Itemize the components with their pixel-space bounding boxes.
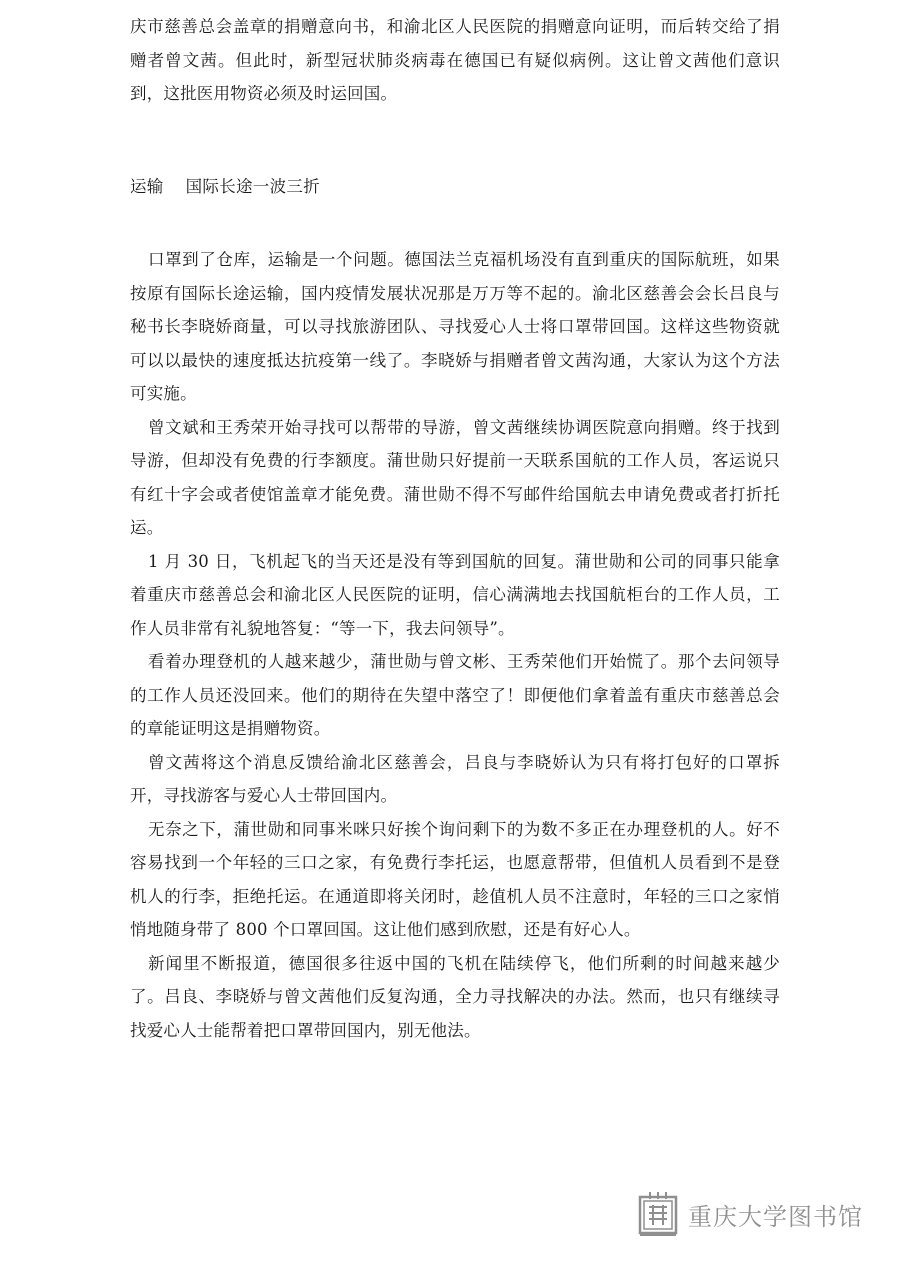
intro-text: 庆市慈善总会盖章的捐赠意向书，和渝北区人民医院的捐赠意向证明，而后转交给了捐赠者曾文茜。但此时，新型冠状肺炎病毒在德国已有疑似病例。这让曾文茜他们意识到，这批医用物资必须及时运回国。 [130,17,780,103]
body-paragraph-4: 看着办理登机的人越来越少，蒲世勋与曾文彬、王秀荣他们开始慌了。那个去问领导的工作人员还没回来。他们的期待在失望中落空了！即便他们拿着盖有重庆市慈善总会的章能证明这是捐赠物资。 [130,652,780,738]
section-heading [130,172,320,202]
body-paragraph-3: 1 月 30 日，飞机起飞的当天还是没有等到国航的回复。蒲世勋和公司的同事只能拿着重庆市慈善总会和渝北区人民医院的证明，信心满满地去找国航柜台的工作人员，工作人员非常有礼貌地答复：“等一下，我去问领导”。 [130,551,780,638]
intro-paragraph [130,10,780,111]
section-heading-left: 运输 [130,177,164,196]
body-paragraph-6: 无奈之下，蒲世勋和同事米咪只好挨个询问剩下的为数不多正在办理登机的人。好不容易找到一个年轻的三口之家，有免费行李托运，也愿意帮带，但值机人员看到不是登机人的行李，拒绝托运。在通道即将关闭时，趁值机人员不注意时，年轻的三口之家悄悄地随身带了 800 个口罩回国。这让他们感到欣慰，还是有好心人。 [130,819,780,939]
body-paragraph-1: 口罩到了仓库，运输是一个问题。德国法兰克福机场没有直到重庆的国际航班，如果按原有国际长途运输，国内疫情发展状况那是万万等不起的。渝北区慈善会会长吕良与秘书长李晓娇商量，可以寻找旅游团队、寻找爱心人士将口罩带回国。这样这些物资就可以以最快的速度抵达抗疫第一线了。李晓娇与捐赠者曾文茜沟通，大家认为这个方法可实施。 [130,250,780,403]
library-watermark [638,1188,863,1240]
body-paragraph-2: 曾文斌和王秀荣开始寻找可以帮带的导游，曾文茜继续协调医院意向捐赠。终于找到导游，但却没有免费的行李额度。蒲世勋只好提前一天联系国航的工作人员，客运说只有红十字会或者使馆盖章才能免费。蒲世勋不得不写邮件给国航去申请免费或者打折托运。 [130,417,780,537]
body-paragraph-7: 新闻里不断报道，德国很多往返中国的飞机在陆续停飞，他们所剩的时间越来越少了。吕良、李晓娇与曾文茜他们反复沟通，全力寻找解决的办法。然而，也只有继续寻找爱心人士能帮着把口罩带回国内，别无他法。 [130,953,780,1040]
section-heading-right: 国际长途一波三折 [185,177,321,196]
article-body [130,243,780,1047]
watermark-text: 重庆大学图书馆 [688,1202,863,1231]
body-paragraph-5: 曾文茜将这个消息反馈给渝北区慈善会，吕良与李晓娇认为只有将打包好的口罩拆开，寻找游客与爱心人士带回国内。 [130,752,780,805]
library-seal-icon [638,1191,678,1237]
